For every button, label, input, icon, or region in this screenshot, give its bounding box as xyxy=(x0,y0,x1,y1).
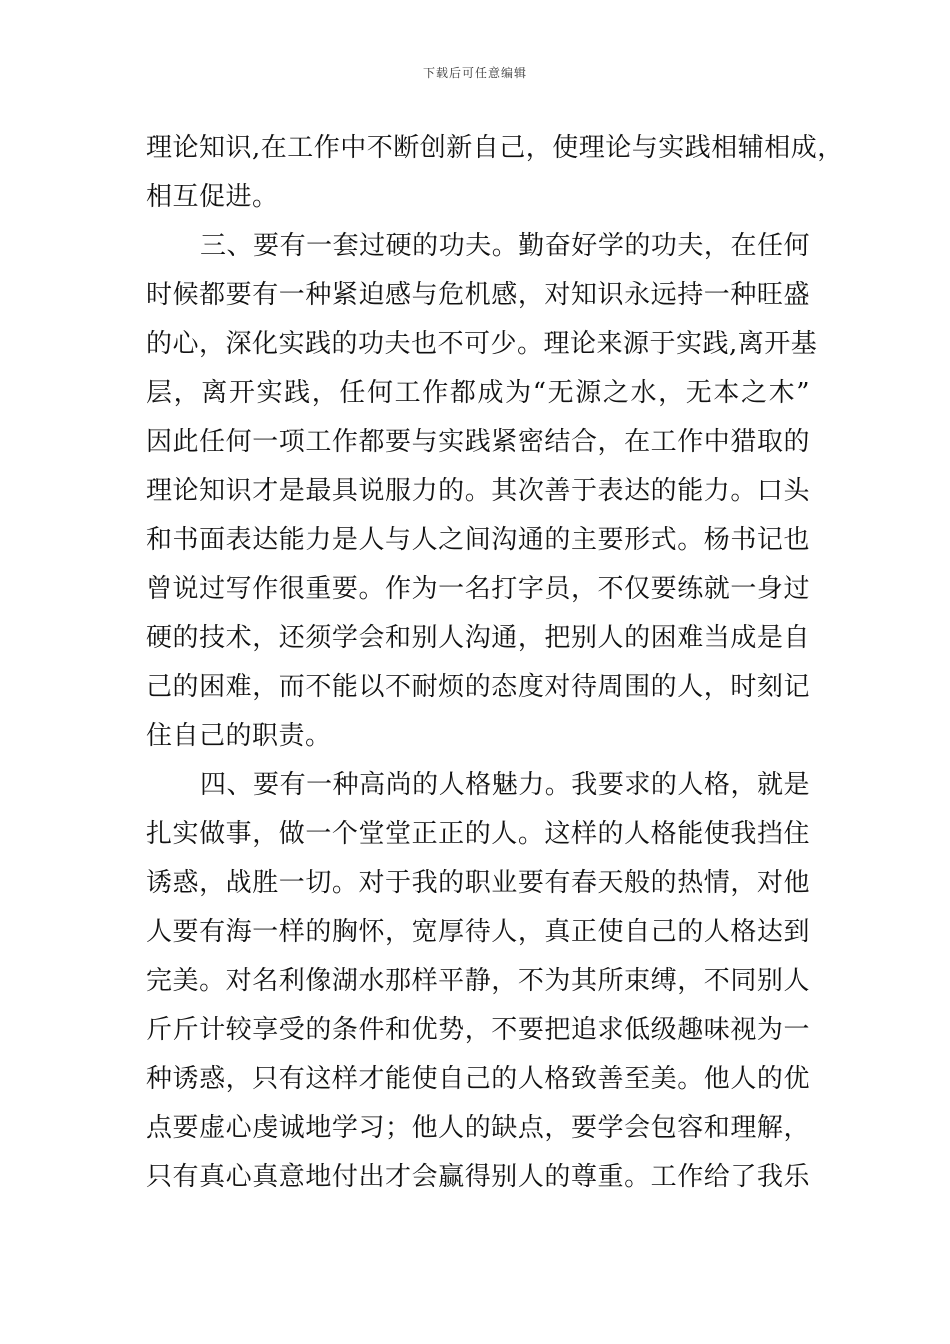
text-line: 相互促进。 xyxy=(146,182,279,212)
text-line: 人要有海一样的胸怀，宽厚待人，真正使自己的人格达到 xyxy=(146,917,810,947)
text-line: 完美。对名利像湖水那样平静，不为其所束缚，不同别人 xyxy=(146,966,810,996)
text-line: 点要虚心虔诚地学习；他人的缺点，要学会包容和理解， xyxy=(146,1113,810,1143)
text-line: 因此任何一项工作都要与实践紧密结合，在工作中猎取的 xyxy=(146,427,810,457)
text-line: 己的困难，而不能以不耐烦的态度对待周围的人，时刻记 xyxy=(146,672,810,702)
text-line: 曾说过写作很重要。作为一名打字员，不仅要练就一身过 xyxy=(146,574,810,604)
paragraph-start-line: 三、要有一套过硬的功夫。勤奋好学的功夫，在任何 xyxy=(200,231,810,261)
text-line: 的心，深化实践的功夫也不可少。理论来源于实践,离开基 xyxy=(146,329,818,359)
text-line: 理论知识才是最具说服力的。其次善于表达的能力。口头 xyxy=(146,476,810,506)
text-line: 斤斤计较享受的条件和优势，不要把追求低级趣味视为一 xyxy=(146,1015,810,1045)
text-line: 和书面表达能力是人与人之间沟通的主要形式。杨书记也 xyxy=(146,525,810,555)
text-line: 住自己的职责。 xyxy=(146,721,332,751)
text-line: 只有真心真意地付出才会赢得别人的尊重。工作给了我乐 xyxy=(146,1162,810,1192)
text-line: 理论知识,在工作中不断创新自己，使理论与实践相辅相成， xyxy=(146,133,844,163)
text-line: 种诱惑，只有这样才能使自己的人格致善至美。他人的优 xyxy=(146,1064,810,1094)
text-line: 诱惑，战胜一切。对于我的职业要有春天般的热情，对他 xyxy=(146,868,810,898)
text-line: 时候都要有一种紧迫感与危机感，对知识永远持一种旺盛 xyxy=(146,280,810,310)
text-line: 扎实做事，做一个堂堂正正的人。这样的人格能使我挡住 xyxy=(146,819,810,849)
paragraph-start-line: 四、要有一种高尚的人格魅力。我要求的人格，就是 xyxy=(200,770,810,800)
document-body xyxy=(146,124,844,1202)
page-header-note: 下载后可任意编辑 xyxy=(422,66,527,80)
text-line: 硬的技术，还须学会和别人沟通，把别人的困难当成是自 xyxy=(146,623,810,653)
text-line: 层，离开实践，任何工作都成为“无源之水，无本之木” xyxy=(146,378,810,408)
